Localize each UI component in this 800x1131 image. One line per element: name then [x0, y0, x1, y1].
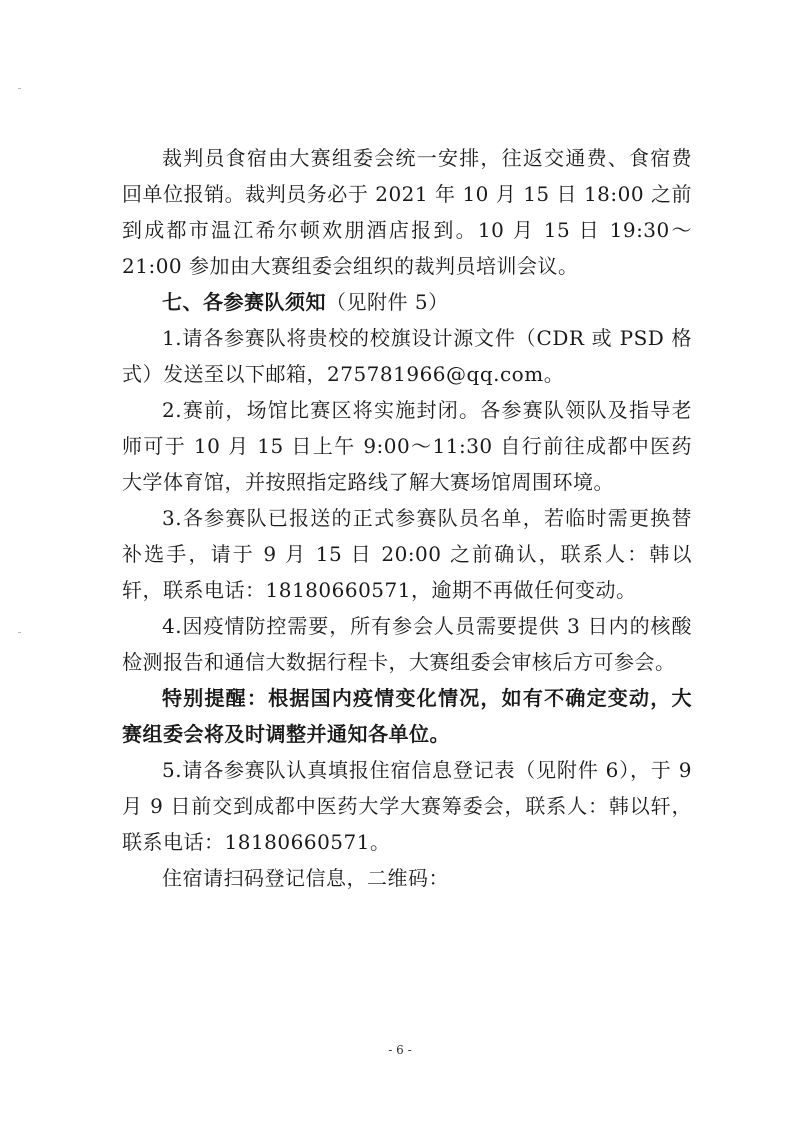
document-body — [122, 140, 692, 896]
section-heading-title: 七、各参赛队须知 — [162, 290, 326, 314]
paragraph-special-reminder: 特别提醒：根据国内疫情变化情况，如有不确定变动，大赛组委会将及时调整并通知各单位。 — [122, 686, 692, 746]
section-heading-note: （见附件 5） — [326, 290, 449, 314]
paragraph-qr-registration: 住宿请扫码登记信息，二维码： — [162, 866, 449, 890]
paragraph-item-2-venue-closure: 2.赛前，场馆比赛区将实施封闭。各参赛队领队及指导老师可于 10 月 15 日上午 9:00～11:30 自行前往成都中医药大学体育馆，并按照指定路线了解大赛场馆周围环境。 — [122, 398, 692, 494]
page-number: - 6 - — [388, 1043, 412, 1057]
section-heading — [122, 284, 692, 320]
scan-margin-mark — [18, 632, 21, 633]
paragraph-item-3-roster-change: 3.各参赛队已报送的正式参赛队员名单，若临时需更换替补选手，请于 9 月 15 日 20:00 之前确认，联系人：韩以轩，联系电话：18180660571，逾期不再做任何变动。 — [122, 506, 692, 602]
paragraph-referee-accommodation: 裁判员食宿由大赛组委会统一安排，往返交通费、食宿费回单位报销。裁判员务必于 2021 年 10 月 15 日 18:00 之前到成都市温江希尔顿欢朋酒店报到。10 月 15 日 19:30～21:00 参加由大赛组委会组织的裁判员培训会议。 — [122, 146, 692, 278]
scan-margin-mark — [18, 88, 21, 89]
paragraph-item-5-accommodation-form: 5.请各参赛队认真填报住宿信息登记表（见附件 6），于 9 月 9 日前交到成都中医药大学大赛筹委会，联系人：韩以轩，联系电话：18180660571。 — [122, 758, 692, 854]
paragraph-item-4-covid-requirements: 4.因疫情防控需要，所有参会人员需要提供 3 日内的核酸检测报告和通信大数据行程卡，大赛组委会审核后方可参会。 — [122, 614, 692, 674]
paragraph-item-1-school-flag: 1.请各参赛队将贵校的校旗设计源文件（CDR 或 PSD 格式）发送至以下邮箱，275781966@qq.com。 — [122, 326, 692, 386]
